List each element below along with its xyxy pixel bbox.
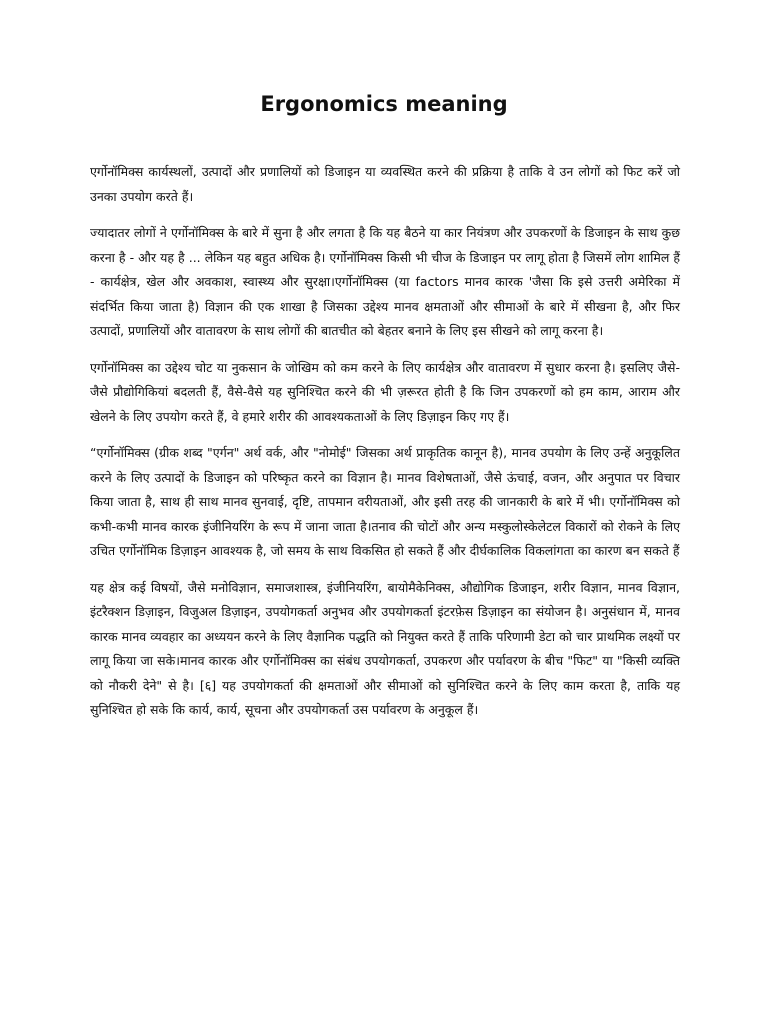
- paragraph-etymology: “एर्गोनॉमिक्स (ग्रीक शब्द "एर्गन" अर्थ वर्क, और "नोमोई" जिसका अर्थ प्राकृतिक कानून है), मानव उपयोग के लिए उन्हें अनुकूलित करने के लिए उत्पादों के डिजाइन को परिष्कृत करने का विज्ञान है। मानव विशेषताओं, जैसे ऊंचाई, वजन, और अनुपात पर विचार किया जाता है, साथ ही साथ मानव सुनवाई, दृष्टि, तापमान वरीयताओं, और इसी तरह की जानकारी के बारे में भी। एर्गोनॉमिक्स को कभी-कभी मानव कारक इंजीनियरिंग के रूप में जाना जाता है।तनाव की चोटों और अन्य मस्कुलोस्केलेटल विकारों को रोकने के लिए उचित एर्गोनॉमिक डिज़ाइन आवश्यक है, जो समय के साथ विकसित हो सकते हैं और दीर्घकालिक विकलांगता का कारण बन सकते हैं: [90, 445, 680, 558]
- document-body: [90, 160, 680, 735]
- paragraph-definition: एर्गोनॉमिक्स कार्यस्थलों, उत्पादों और प्रणालियों को डिजाइन या व्यवस्थित करने की प्रक्रिया है ताकि वे उन लोगों को फिट करें जो उनका उपयोग करते हैं।: [90, 164, 680, 204]
- paragraph-purpose: एर्गोनॉमिक्स का उद्देश्य चोट या नुकसान के जोखिम को कम करने के लिए कार्यक्षेत्र और वातावरण में सुधार करना है। इसलिए जैसे-जैसे प्रौद्योगिकियां बदलती हैं, वैसे-वैसे यह सुनिश्चित करने की भी ज़रूरत होती है कि जिन उपकरणों को हम काम, आराम और खेलने के लिए उपयोग करते हैं, वे हमारे शरीर की आवश्यकताओं के लिए डिज़ाइन किए गए हैं।: [90, 359, 680, 424]
- document-title: Ergonomics meaning: [260, 92, 508, 116]
- paragraph-overview: ज्यादातर लोगों ने एर्गोनॉमिक्स के बारे में सुना है और लगता है कि यह बैठने या कार नियंत्रण और उपकरणों के डिजाइन के साथ कुछ करना है - और यह है ... लेकिन यह बहुत अधिक है। एर्गोनॉमिक्स किसी भी चीज के डिजाइन पर लागू होता है जिसमें लोग शामिल हैं - कार्यक्षेत्र, खेल और अवकाश, स्वास्थ्य और सुरक्षा।एर्गोनॉमिक्स (या factors मानव कारक 'जैसा कि इसे उत्तरी अमेरिका में संदर्भित किया जाता है) विज्ञान की एक शाखा है जिसका उद्देश्य मानव क्षमताओं और सीमाओं के बारे में सीखना है, और फिर उत्पादों, प्रणालियों और वातावरण के साथ लोगों की बातचीत को बेहतर बनाने के लिए इस सीखने को लागू करना है।: [90, 225, 680, 338]
- paragraph-disciplines: यह क्षेत्र कई विषयों, जैसे मनोविज्ञान, समाजशास्त्र, इंजीनियरिंग, बायोमैकेनिक्स, औद्योगिक डिजाइन, शरीर विज्ञान, मानव विज्ञान, इंटरैक्शन डिज़ाइन, विजुअल डिज़ाइन, उपयोगकर्ता अनुभव और उपयोगकर्ता इंटरफ़ेस डिज़ाइन का संयोजन है। अनुसंधान में, मानव कारक मानव व्यवहार का अध्ययन करने के लिए वैज्ञानिक पद्धति को नियुक्त करते हैं ताकि परिणामी डेटा को चार प्राथमिक लक्ष्यों पर लागू किया जा सके।मानव कारक और एर्गोनॉमिक्स का संबंध उपयोगकर्ता, उपकरण और पर्यावरण के बीच "फिट" या "किसी व्यक्ति को नौकरी देने" से है। [६] यह उपयोगकर्ता की क्षमताओं और सीमाओं को सुनिश्चित करने के लिए काम करता है, ताकि यह सुनिश्चित हो सके कि कार्य, कार्य, सूचना और उपयोगकर्ता उस पर्यावरण के अनुकूल हैं।: [90, 579, 680, 717]
